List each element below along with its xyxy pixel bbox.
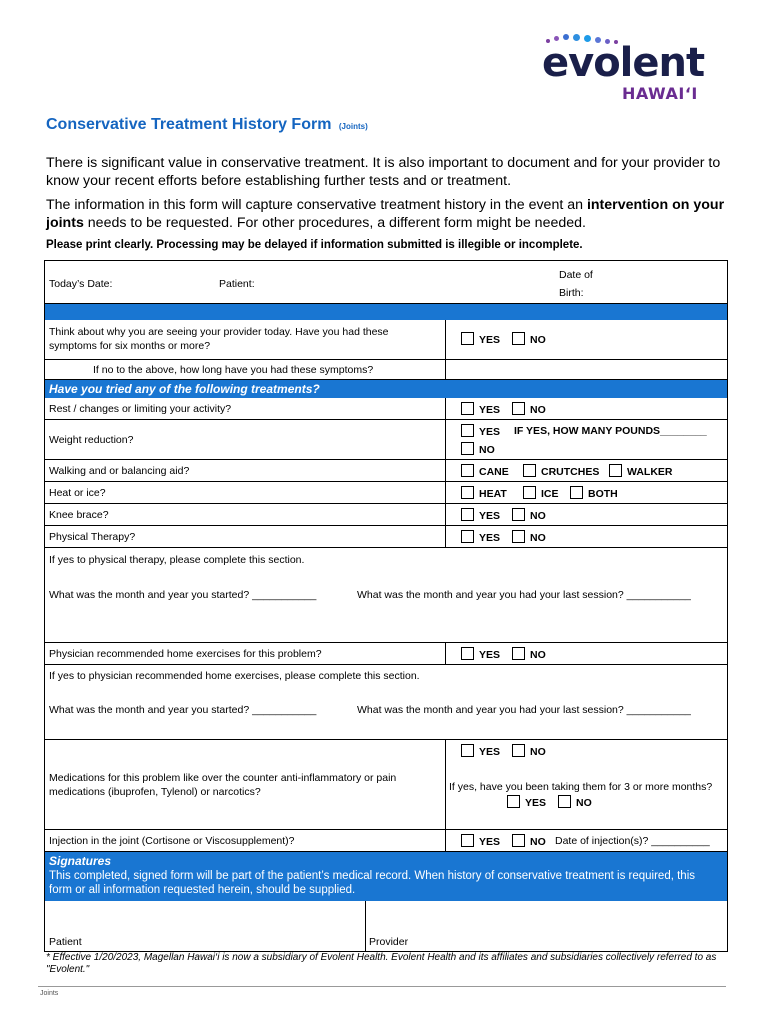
- brace-yes[interactable]: [461, 508, 500, 522]
- six-months-no[interactable]: [512, 332, 546, 346]
- rest-yes[interactable]: [461, 402, 500, 416]
- option-label: YES: [479, 532, 501, 544]
- logo-region: HAWAIʻI: [622, 84, 698, 103]
- footer-label: Joints: [40, 990, 59, 997]
- checkbox[interactable]: [512, 508, 525, 521]
- option-label: ICE: [541, 488, 559, 500]
- section-treatments-header: [44, 380, 728, 398]
- option-label: HEAT: [479, 488, 507, 500]
- intro-paragraph-2: [46, 196, 726, 232]
- row-knee-brace: [44, 504, 728, 526]
- intro2-part-a: The information in this form will capture conservative treatment history in the event an: [46, 197, 587, 213]
- option-label: WALKER: [627, 466, 673, 478]
- home-ex-yes[interactable]: [461, 647, 500, 661]
- weight-pounds[interactable]: IF YES, HOW MANY POUNDS________: [514, 425, 707, 437]
- heat-option[interactable]: [461, 486, 507, 500]
- brace-no[interactable]: [512, 508, 546, 522]
- option-label: CANE: [479, 466, 509, 478]
- checkbox[interactable]: [461, 442, 474, 455]
- checkbox[interactable]: [461, 508, 474, 521]
- q-pt: Physical Therapy?: [49, 531, 136, 543]
- option-label: YES: [479, 404, 501, 416]
- patient-signature-label[interactable]: Patient: [49, 936, 82, 948]
- checkbox[interactable]: [461, 486, 474, 499]
- option-label: CRUTCHES: [541, 466, 600, 478]
- q-how-long: If no to the above, how long have you had these symptoms?: [93, 364, 374, 376]
- meds-yes[interactable]: [461, 744, 500, 758]
- option-label: NO: [530, 532, 546, 544]
- row-medications: [44, 740, 728, 830]
- meds-no[interactable]: [512, 744, 546, 758]
- injection-date[interactable]: Date of injection(s)? __________: [555, 835, 710, 847]
- option-label: YES: [479, 426, 501, 438]
- patient-label: Patient:: [219, 278, 255, 290]
- pt-started[interactable]: What was the month and year you started? ___________: [49, 589, 317, 601]
- col-divider: [445, 740, 446, 829]
- option-label: NO: [479, 444, 495, 456]
- evolent-logo: [540, 34, 710, 106]
- intro-paragraph-1: There is significant value in conservative treatment. It is also important to document and for your provider to know your recent efforts before establishing further tests and or treatment.: [46, 155, 721, 189]
- walking-cane[interactable]: [461, 464, 509, 478]
- col-divider: [445, 360, 446, 379]
- weight-no[interactable]: [461, 442, 495, 456]
- checkbox[interactable]: [461, 834, 474, 847]
- print-clearly-note: Please print clearly. Processing may be delayed if information submitted is illegible or incomplete.: [46, 239, 583, 251]
- title-text: Conservative Treatment History Form: [46, 116, 332, 133]
- meds-3mo-yes[interactable]: [507, 795, 546, 809]
- logo-wordmark: evolent: [542, 40, 705, 86]
- signatures-text: This completed, signed form will be part of the patient’s medical record. When history of conservative treatment is required, this form or all information requested herein, should be supplied.: [49, 870, 695, 896]
- row-pt-details: [44, 548, 728, 643]
- q-walking: Walking and or balancing aid?: [49, 465, 190, 477]
- checkbox[interactable]: [507, 795, 520, 808]
- col-divider: [445, 398, 446, 419]
- row-six-months: [44, 320, 728, 360]
- checkbox[interactable]: [461, 424, 474, 437]
- title-subtitle: (Joints): [338, 122, 368, 131]
- signatures-title: Signatures: [49, 854, 112, 868]
- option-label: YES: [479, 510, 501, 522]
- q-meds: Medications for this problem like over the counter anti-inflammatory or pain medications (ibuprofen, Tylenol) or narcotics?: [49, 772, 397, 798]
- checkbox[interactable]: [461, 332, 474, 345]
- option-label: NO: [530, 746, 546, 758]
- injection-no[interactable]: [512, 834, 546, 848]
- section-treatments-title: Have you tried any of the following treatments?: [49, 382, 320, 396]
- todays-date-label: Today’s Date:: [49, 278, 113, 290]
- checkbox[interactable]: [461, 530, 474, 543]
- checkbox[interactable]: [512, 332, 525, 345]
- checkbox[interactable]: [558, 795, 571, 808]
- col-divider: [445, 504, 446, 525]
- intro2-part-c: needs to be requested. For other procedures, a different form might be needed.: [83, 215, 586, 231]
- provider-signature-label[interactable]: Provider: [369, 936, 409, 948]
- col-divider: [445, 420, 446, 459]
- checkbox[interactable]: [609, 464, 622, 477]
- checkbox[interactable]: [461, 744, 474, 757]
- checkbox[interactable]: [461, 647, 474, 660]
- row-home-details: [44, 665, 728, 740]
- intro2-bold: intervention on your joints: [46, 197, 725, 231]
- q-brace: Knee brace?: [49, 509, 109, 521]
- checkbox[interactable]: [512, 834, 525, 847]
- option-label: YES: [479, 746, 501, 758]
- option-label: BOTH: [588, 488, 618, 500]
- q-injection: Injection in the joint (Cortisone or Viscosupplement)?: [49, 835, 295, 847]
- home-ex-no[interactable]: [512, 647, 546, 661]
- col-divider: [445, 643, 446, 664]
- col-divider: [445, 320, 446, 359]
- row-weight: [44, 420, 728, 460]
- pt-last-session[interactable]: What was the month and year you had your last session? ___________: [357, 589, 691, 601]
- rest-no[interactable]: [512, 402, 546, 416]
- walking-crutches[interactable]: [523, 464, 599, 478]
- col-divider: [445, 482, 446, 503]
- option-label: NO: [530, 334, 546, 346]
- weight-yes[interactable]: [461, 424, 500, 438]
- home-started[interactable]: What was the month and year you started? ___________: [49, 704, 317, 716]
- option-label: NO: [530, 510, 546, 522]
- row-walking-aid: [44, 460, 728, 482]
- checkbox[interactable]: [512, 647, 525, 660]
- row-heat-ice: [44, 482, 728, 504]
- blue-separator: [44, 304, 728, 320]
- col-divider: [365, 901, 366, 951]
- checkbox[interactable]: [461, 402, 474, 415]
- col-divider: [445, 830, 446, 851]
- option-label: NO: [530, 404, 546, 416]
- checkbox[interactable]: [461, 464, 474, 477]
- checkbox[interactable]: [570, 486, 583, 499]
- row-patient-info: [44, 260, 728, 304]
- col-divider: [445, 526, 446, 547]
- col-divider: [445, 460, 446, 481]
- checkbox[interactable]: [512, 744, 525, 757]
- option-label: YES: [479, 836, 501, 848]
- footer-divider: [38, 986, 726, 987]
- option-label: YES: [479, 649, 501, 661]
- q-heat: Heat or ice?: [49, 487, 106, 499]
- checkbox[interactable]: [523, 486, 536, 499]
- walking-walker[interactable]: [609, 464, 673, 478]
- row-rest: [44, 398, 728, 420]
- row-home-exercises: [44, 643, 728, 665]
- home-note: If yes to physician recommended home exercises, please complete this section.: [49, 670, 420, 682]
- ice-option[interactable]: [523, 486, 559, 500]
- pt-yes[interactable]: [461, 530, 500, 544]
- q-home-ex: Physician recommended home exercises for this problem?: [49, 648, 322, 660]
- pt-note: If yes to physical therapy, please complete this section.: [49, 554, 305, 566]
- option-label: NO: [576, 797, 592, 809]
- row-how-long: [44, 360, 728, 380]
- six-months-yes[interactable]: [461, 332, 500, 346]
- dob-label-line1: Date of: [559, 269, 593, 281]
- q-rest: Rest / changes or limiting your activity?: [49, 403, 232, 415]
- q-six-months: Think about why you are seeing your provider today. Have you had these symptoms for six months or more?: [49, 326, 389, 352]
- injection-yes[interactable]: [461, 834, 500, 848]
- checkbox[interactable]: [512, 530, 525, 543]
- meds-3mo-no[interactable]: [558, 795, 592, 809]
- meds-followup: If yes, have you been taking them for 3 or more months?: [449, 781, 713, 793]
- pt-no[interactable]: [512, 530, 546, 544]
- row-physical-therapy: [44, 526, 728, 548]
- checkbox[interactable]: [512, 402, 525, 415]
- q-weight: Weight reduction?: [49, 434, 134, 446]
- row-injection: [44, 830, 728, 852]
- dob-label-line2: Birth:: [559, 287, 584, 299]
- signatures-header: [44, 852, 728, 901]
- option-label: NO: [530, 649, 546, 661]
- page-title: [46, 116, 368, 134]
- row-signature-boxes: [44, 901, 728, 952]
- option-label: YES: [525, 797, 547, 809]
- option-label: NO: [530, 836, 546, 848]
- footnote: * Effective 1/20/2023, Magellan Hawai‘i is now a subsidiary of Evolent Health. Evolent Health and its affiliates and subsidiaries collectively referred to as "Evolent.": [46, 952, 717, 975]
- option-label: YES: [479, 334, 501, 346]
- home-last-session[interactable]: What was the month and year you had your last session? ___________: [357, 704, 691, 716]
- checkbox[interactable]: [523, 464, 536, 477]
- both-option[interactable]: [570, 486, 618, 500]
